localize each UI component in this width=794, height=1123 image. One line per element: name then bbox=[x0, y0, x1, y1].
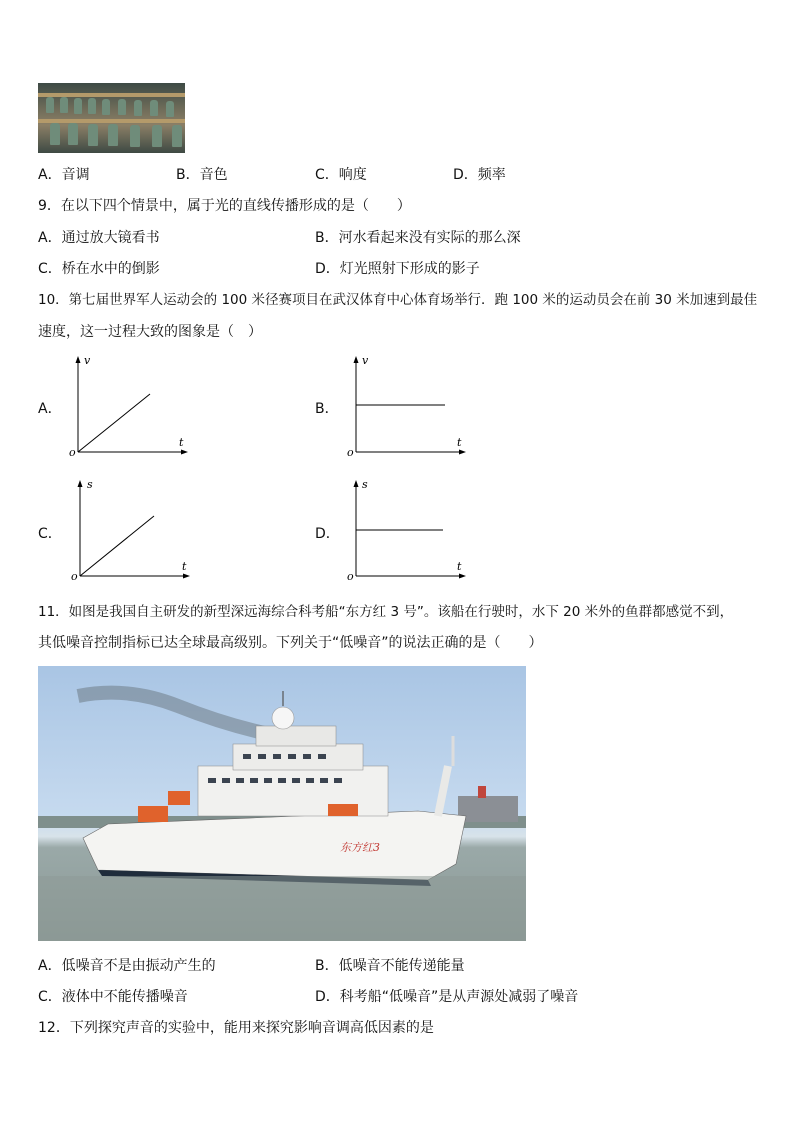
chime-bells-photo bbox=[38, 83, 185, 153]
svg-text:o: o bbox=[347, 570, 354, 582]
q10-option-d-label: D． bbox=[315, 526, 340, 542]
svg-text:s: s bbox=[362, 478, 368, 491]
q8-option-d: D．频率 bbox=[453, 167, 506, 183]
q9-option-b: B．河水看起来没有实际的那么深 bbox=[315, 230, 521, 246]
q11-option-b: B．低噪音不能传递能量 bbox=[315, 958, 465, 974]
q10-stem-line2: 速度，这一过程大致的图象是（ ） bbox=[38, 324, 262, 340]
svg-text:v: v bbox=[362, 354, 369, 367]
svg-text:o: o bbox=[71, 570, 78, 582]
q8-option-b: B．音色 bbox=[176, 167, 228, 183]
q11-option-d: D．科考船“低噪音”是从声源处减弱了噪音 bbox=[315, 989, 579, 1005]
q10-option-c-label: C． bbox=[38, 526, 62, 542]
q10-option-a-label: A． bbox=[38, 401, 62, 417]
q9-option-c: C．桥在水中的倒影 bbox=[38, 261, 160, 277]
svg-text:o: o bbox=[69, 446, 76, 458]
svg-text:s: s bbox=[87, 478, 93, 491]
q11-stem-line1: 11．如图是我国自主研发的新型深远海综合科考船“东方红 3 号”。该船在行驶时，水下 20 米外的鱼群都感觉不到， bbox=[38, 604, 734, 620]
svg-text:东方红3: 东方红3 bbox=[340, 841, 380, 854]
q8-option-c: C．响度 bbox=[315, 167, 367, 183]
q10-graph-b bbox=[344, 354, 474, 458]
svg-text:t: t bbox=[179, 436, 184, 449]
svg-text:t: t bbox=[182, 560, 187, 573]
q8-option-a: A．音调 bbox=[38, 167, 90, 183]
q11-option-a: A．低噪音不是由振动产生的 bbox=[38, 958, 216, 974]
svg-text:t: t bbox=[457, 560, 462, 573]
svg-text:t: t bbox=[457, 436, 462, 449]
q12-stem: 12．下列探究声音的实验中，能用来探究影响音调高低因素的是 bbox=[38, 1020, 434, 1036]
q9-option-d: D．灯光照射下形成的影子 bbox=[315, 261, 480, 277]
q10-option-b-label: B． bbox=[315, 401, 339, 417]
svg-text:v: v bbox=[84, 354, 91, 367]
q10-graph-a bbox=[66, 354, 196, 458]
q10-graph-c bbox=[68, 478, 198, 582]
q11-option-c: C．液体中不能传播噪音 bbox=[38, 989, 188, 1005]
q9-option-a: A．通过放大镜看书 bbox=[38, 230, 160, 246]
svg-text:o: o bbox=[347, 446, 354, 458]
q10-graph-d bbox=[344, 478, 474, 582]
research-ship-photo bbox=[38, 666, 526, 941]
q11-stem-line2: 其低噪音控制指标已达全球最高级别。下列关于“低噪音”的说法正确的是（ ） bbox=[38, 635, 543, 651]
q9-stem: 9．在以下四个情景中，属于光的直线传播形成的是（ ） bbox=[38, 198, 411, 214]
q10-stem-line1: 10．第七届世界军人运动会的 100 米径赛项目在武汉体育中心体育场举行．跑 100 米的运动员会在前 30 米加速到最佳 bbox=[38, 292, 758, 308]
